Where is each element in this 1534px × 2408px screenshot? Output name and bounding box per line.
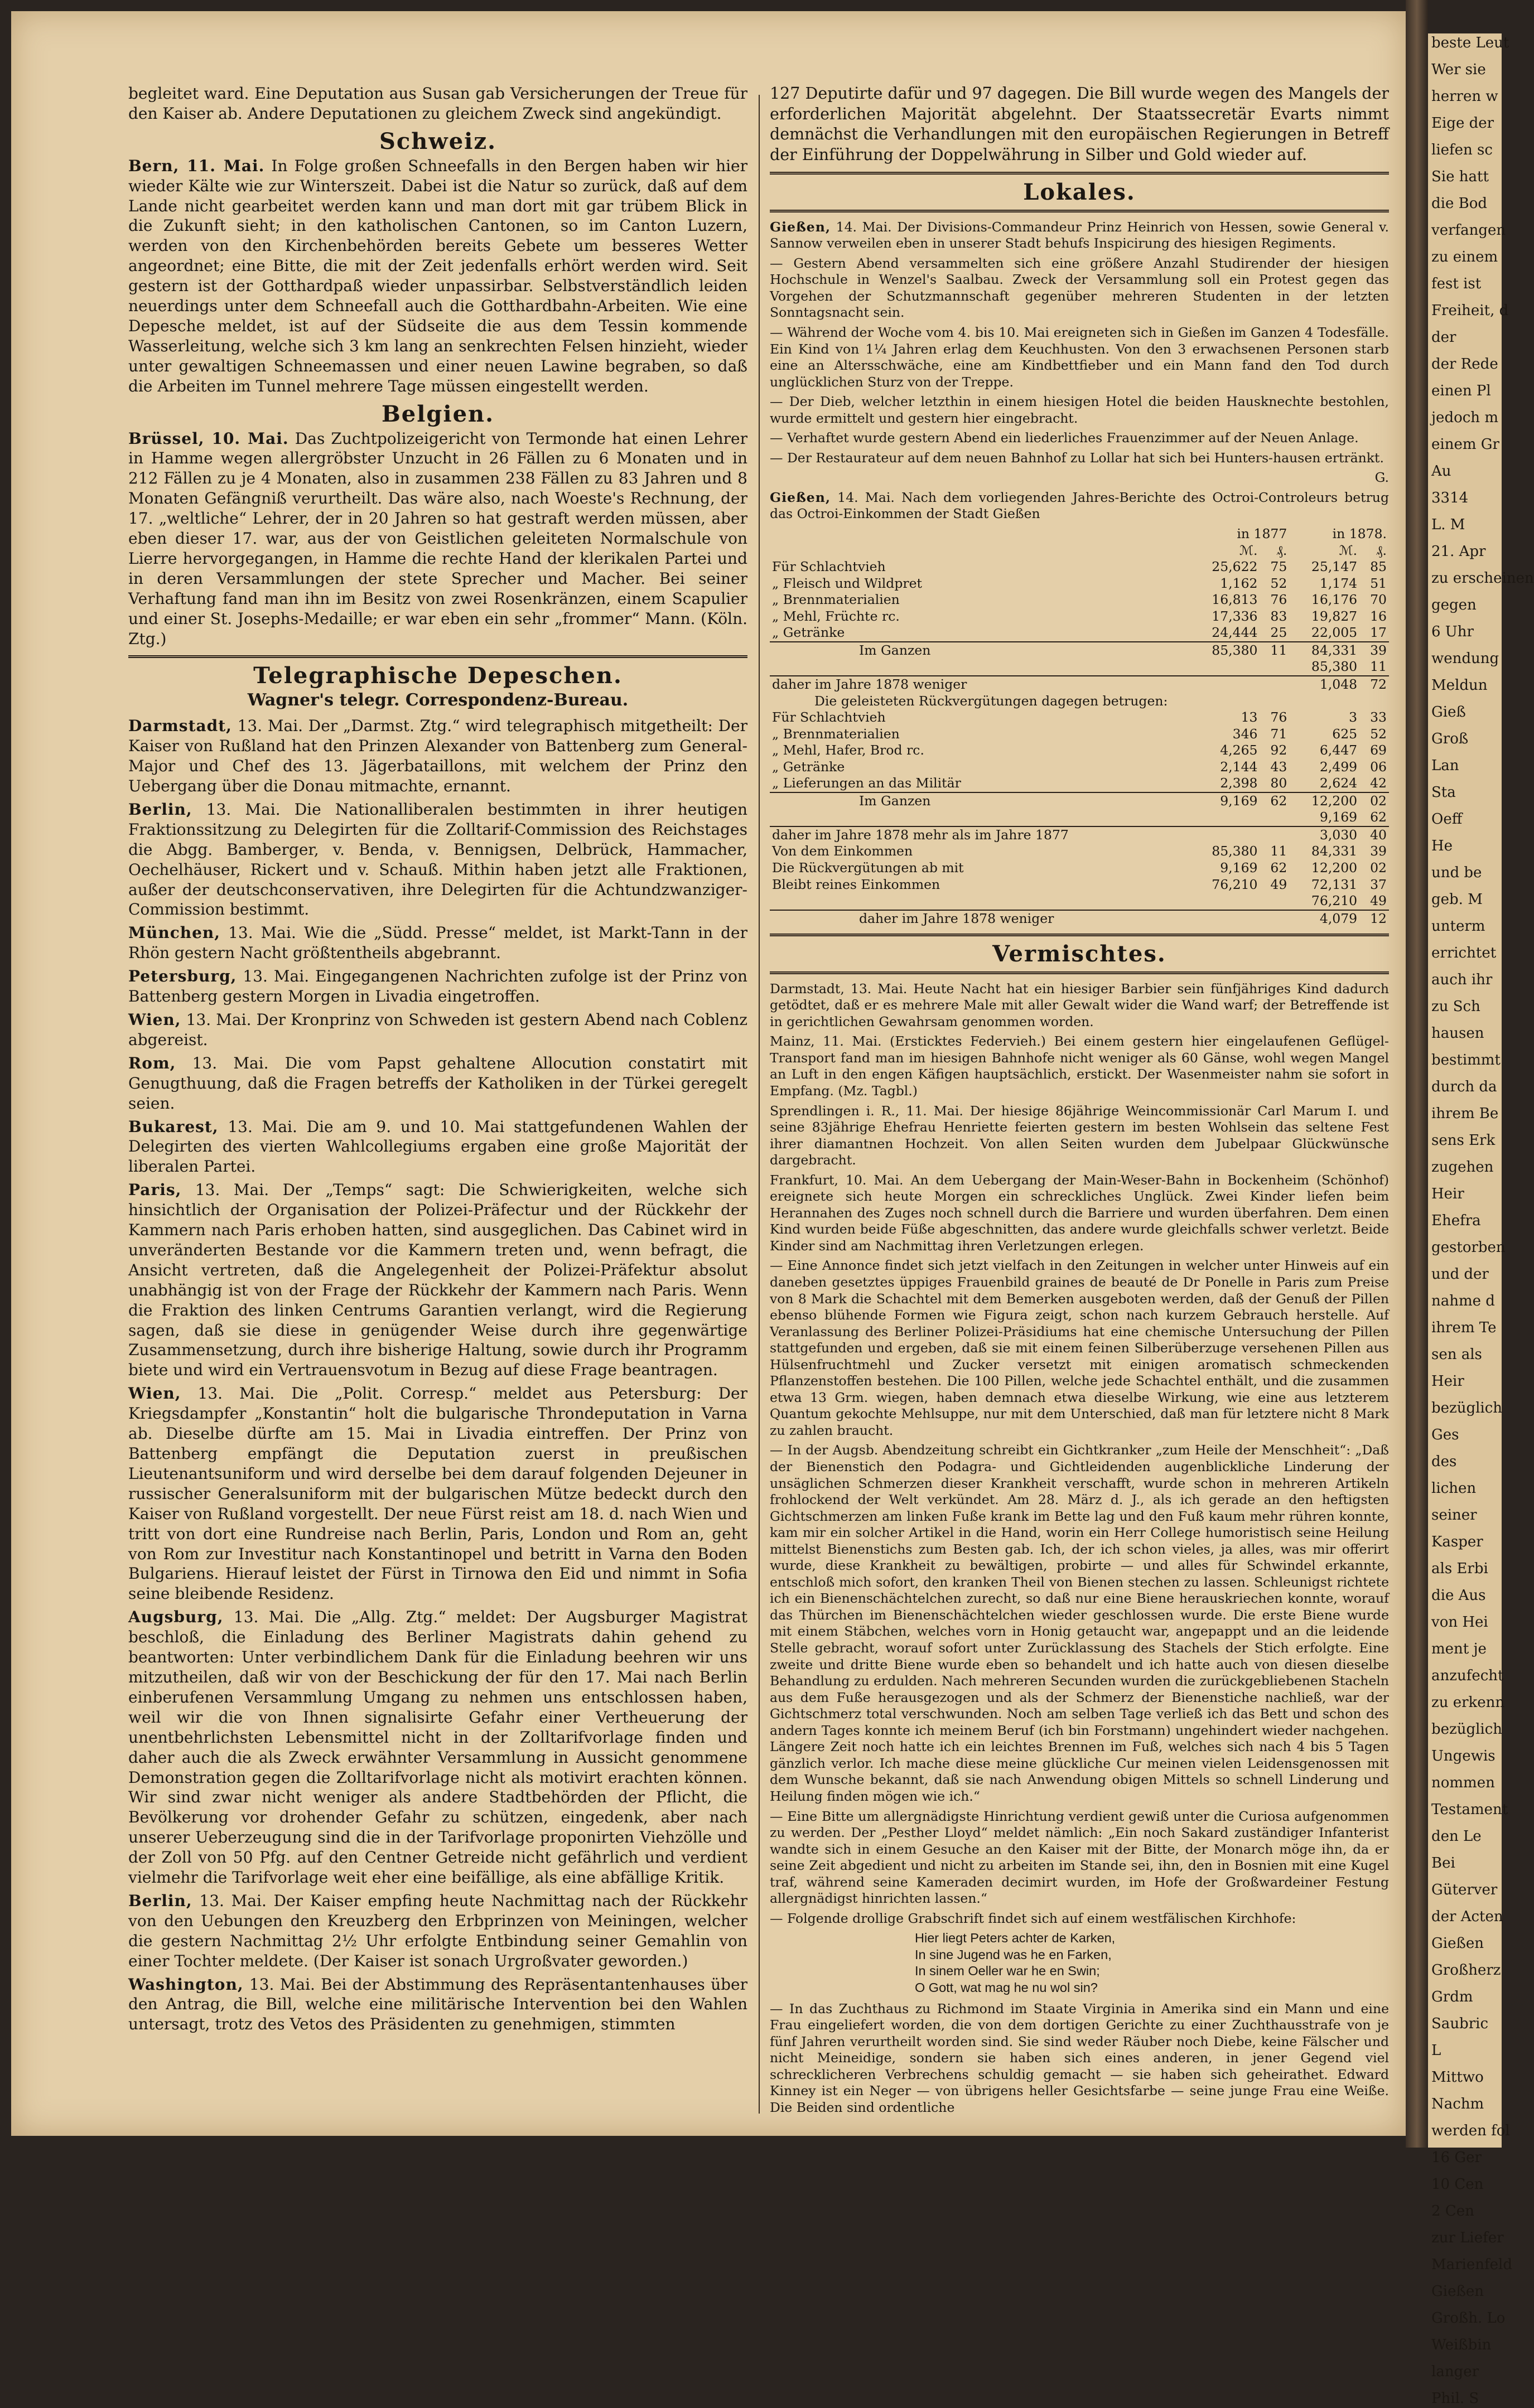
row-value: 06 [1370,758,1387,775]
adjacent-fragment: Ungewis [1431,1748,1496,1764]
section-heading-telegraph: Telegraphische Depeschen. [253,663,623,689]
adjacent-fragment: 6 Uhr [1431,623,1474,640]
adjacent-fragment: Eige der [1431,115,1494,132]
row-label: „ Brennmaterialien [772,726,900,742]
adjacent-fragment: 21. Apr [1431,543,1486,560]
section-rule [128,655,747,658]
telegraph-list [128,716,747,2034]
poem-line: In sine Jugend was he en Farken, [915,1947,1112,1962]
adjacent-fragment: Lan [1431,757,1459,774]
row-value: 6,447 [1319,742,1358,758]
row-value: 17,336 [1212,608,1258,624]
adjacent-fragment: die Bod [1431,195,1488,212]
column-divider [759,95,760,2114]
row-value: 51 [1370,575,1387,591]
dispatch-item [128,966,747,1007]
adjacent-fragment: des [1431,1453,1457,1470]
adjacent-fragment: ihrem Te [1431,1319,1497,1336]
adjacent-fragment: zu Sch [1431,998,1480,1015]
row-value: 1,174 [1319,575,1358,591]
local-note: — Der Dieb, welcher letzthin in einem hiesigen Hotel die beiden Hausknechte bestohlen, wurde ermittelt und gestern hier eingebracht. [770,394,1389,426]
adjacent-fragment: zu erscheinen [1431,570,1534,587]
row-value: 346 [1232,726,1258,742]
row-value: 75 [1270,559,1287,575]
miscellany-item: Frankfurt, 10. Mai. An dem Uebergang der Main-Weser-Bahn in Bockenheim (Schönhof) ereignete sich heute Morgen ein schreckliches Unglück. Zwei Kinder liefen beim Herannahen des Zuges noch schnell durch die Barriere und wurden überfahren. Dem einen Kind wurden beide Füße abgeschnitten, das andere wurde gleichfalls schwer verletzt. Beide Kinder sind am Nachmittag ihren Verletzungen erlegen. [770,1172,1389,1254]
local-note: — Verhaftet wurde gestern Abend ein liederliches Frauenzimmer auf der Neuen Anlage. [770,430,1359,446]
article-giessen-1: Gießen, 14. Mai. Der Divisions-Commandeur Prinz Heinrich von Hessen, sowie General v. Sannow verweilen eben in unserer Stadt behufs Inspicirung des hiesigen Regiments. [770,219,1389,252]
adjacent-fragment: zu einem [1431,249,1498,265]
row-value: 43 [1270,758,1287,775]
dispatch-item [128,716,747,796]
table-subheading-row: Die geleisteten Rückvergütungen dagegen betrugen: [814,693,1168,709]
adjacent-fragment: Sta [1431,784,1456,801]
row-value: 25,147 [1311,559,1358,575]
row-value: 13 [1241,709,1258,726]
dispatch-item [128,923,747,963]
adjacent-fragment: hausen [1431,1025,1484,1042]
epitaph-poem [915,1930,1389,1996]
table-row [770,759,1389,776]
adjacent-fragment: unterm [1431,918,1485,935]
table-row [770,742,1389,759]
adjacent-fragment: Testament [1431,1801,1508,1818]
adjacent-fragment: einen Pl [1431,383,1491,399]
row-value: 11 [1270,843,1287,859]
adjacent-fragment: Phil. S [1431,2390,1479,2407]
miscellany-item: — In der Augsb. Abendzeitung schreibt ein Gichtkranker „zum Heile der Menschheit“: „Daß der Bienenstich den Podagra- und Gichtleidenden augenblickliche Linderung der unsäglichen Schmerzen dieser Krankheit verschafft, wurde schon in mehreren Artikeln frohlockend der Welt verkündet. Am 28. März d. J., als ich gerade an den heftigsten Gichtschmerzen am linken Fuße krank im Bette lag und den Fuß kaum mehr rühren konnte, kam mir ein solcher Artikel in die Hand, worin ein Herr College humoristisch seine Heilung mittelst Bienenstichs zum Besten gab. Ich, der ich schon vieles, ja alles, was mir offerirt wurde, diese Krankheit zu bewältigen, probirte — und alles für Schwindel erkannte, entschloß mich sofort, den kranken Theil von Bienen stechen zu lassen. Schleunigst richtete ich ein Bienenschächtelchen zurecht, so daß nur eine Biene herauskriechen konnte, worauf das Thürchen im Bienenschächtelchen wieder geschlossen wurde. Die erste Biene wurde mit einem Stäbchen, welches vorn in Honig getaucht war, angepappt und an die leidende Stelle gebracht, worauf sofort unter Zurücklassung des Stachels der Stich erfolgte. Eine zweite und dritte Biene wurde eben so behandelt und ich hatte auch von diesen dieselbe Behandlung zu erdulden. Nach mehreren Secunden wurden die zurückgebliebenen Stacheln aus dem Fuße herausgezogen und als der Schmerz der Bienenstiche nachließ, war der Gichtschmerz total verschwunden. Noch am selben Tage verließ ich das Bett und schon des andern Tages konnte ich meinem Beruf (ich bin Forstmann) ungehindert wieder nachgehen. Längere Zeit noch hatte ich ein leichtes Brennen im Fuß, welches sich nach 4 bis 5 Tagen gänzlich verlor. Ich mache diese meine glückliche Cur meinen vielen Leidensgenossen mit dem Wunsche bekannt, daß sie nach Anwendung obigen Mittels so schnell Linderung und Heilung finden mögen wie ich.“ [770,1442,1389,1804]
row-value: 16,176 [1311,592,1358,608]
left-column [128,84,747,2038]
local-note: — Gestern Abend versammelten sich eine größere Anzahl Studirender der hiesigen Hochschule in Wenzel's Saalbau. Zweck der Versammlung soll ein Protest gegen das Vorgehen der Schutzmannschaft gegenüber mehreren Studenten in der letzten Sonntagsnacht sein. [770,255,1389,321]
adjacent-fragment: 16 Ger [1431,2149,1482,2166]
local-note: — Während der Woche vom 4. bis 10. Mai ereigneten sich in Gießen im Ganzen 4 Todesfälle. Ein Kind von 1¼ Jahren erlag dem Keuchhusten. Von den 3 erwachsenen Personen starb eine an Altersschwäche, eine am Kindbettfieber und ein Mann fand den Tod durch unglücklichen Sturz von der Treppe. [770,325,1389,390]
table-row [770,843,1389,860]
row-value: 92 [1270,742,1287,758]
adjacent-fragment: Ehefra [1431,1212,1481,1229]
dispatch-text: 13. Mai. Wie die „Südd. Presse“ meldet, ist Markt-Tann in der Rhön gestern Nacht größtentheils abgebrannt. [128,923,748,963]
adjacent-fragment: He [1431,838,1453,854]
table-row [770,608,1389,625]
adjacent-fragment: nommen [1431,1774,1495,1791]
adjacent-fragment: Wer sie [1431,61,1486,78]
table-row [770,726,1389,743]
intro-paragraph: begleitet ward. Eine Deputation aus Susan gab Versicherungen der Treue für den Kaiser ab. Andere Deputationen zu gleichem Zweck sind angekündigt. [128,84,747,123]
row-label: Die Rückvergütungen ab mit [772,859,964,876]
adjacent-fragment: Bei [1431,1855,1455,1872]
section-rule [770,210,1389,212]
adjacent-fragment: Ges [1431,1427,1459,1443]
miscellany-item: Sprendlingen i. R., 11. Mai. Der hiesige 86jährige Weincommissionär Carl Marum I. und seine 83jährige Ehefrau Henriette feierten gestern im besten Wohlsein das seltene Fest ihrer diamantnen Hochzeit. Von allen Seiten wurden dem Jubelpaar Glückwünsche dargebracht. [770,1103,1389,1168]
adjacent-fragment: 3314 [1431,490,1469,506]
dispatch-item [128,800,747,920]
adjacent-fragment: sens Erk [1431,1132,1496,1149]
row-value: 4,265 [1220,742,1258,758]
section-rule [770,934,1389,936]
dispatch-dateline: Paris, [128,1181,182,1200]
adjacent-fragment: Nachm [1431,2096,1484,2112]
section-rule [770,172,1389,175]
dispatch-text: 13. Mai. Der Kronprinz von Schweden ist gestern Abend nach Coblenz abgereist. [128,1010,747,1049]
adjacent-fragment: bezüglich [1431,1721,1503,1738]
washington-continued: 127 Deputirte dafür und 97 dagegen. Die Bill wurde wegen des Mangels der erforderlichen Majorität abgelehnt. Der Staatssecretär Evarts nimmt demnächst die Verhandlungen mit den europäischen Regierungen in Betreff der Einführung der Doppelwährung in Silber und Gold wieder auf. [770,84,1389,164]
adjacent-fragment: Großherz [1431,1962,1501,1979]
row-value: 85,380 [1212,843,1258,859]
dispatch-item [128,1053,747,1114]
adjacent-fragment: jedoch m [1431,409,1498,426]
adjacent-fragment: Gießen [1431,2283,1484,2300]
table-row-difference: daher im Jahre 1878 weniger 4,079 12 [770,910,1389,927]
dispatch-text: 13. Mai. Der „Temps“ sagt: Die Schwierigkeiten, welche sich hinsichtlich der Organisation der Polizei-Präfectur und der Rückkehr der Kammern nach Paris erhoben hatten, sind ausgeglichen. Das Cabinet wird in unveränderten Bestande vor die Kammern treten und, wenn befragt, die Ansicht vertreten, daß die Angelegenheit der Polizei-Präfektur absolut unabhängig ist von der Frage der Rückkehr der Kammern nach Paris. Wenn die Fraktion des linken Centrums Garantien verlangt, wird die Regierung sagen, daß sie diese in genügender Weise durch ihre gegenwärtige Zusammensetzung, durch ihre bisherige Haltung, sowie durch ihr Programm biete und wird ein Vertrauensvotum in Bezug auf diese Frage beantragen. [128,1181,747,1380]
article-bruessel: Brüssel, 10. Mai. Das Zuchtpolizeigericht von Termonde hat einen Lehrer in Hamme wegen allergröbster Unzucht in 26 Fällen zu 6 Monaten und in 212 Fällen zu je 4 Monaten, also in zusammen 238 Fällen zu 83 Jahren und 8 Monaten Gefängniß verurtheilt. Das wäre also, nach Woeste's Rechnung, der 17. „weltliche“ Lehrer, der in 20 Jahren so hat gestraft werden müssen, aber eben dieser 17. war, aus der von Geistlichen geleiteten Normalschule von Lierre hervorgegangen, in Hamme die rechte Hand der klerikalen Partei und in deren Versammlungen der stete Sprecher und Macher. Bei seiner Verhaftung fand man ihn im Besitz von zwei Rosenkränzen, einem Scapulier und einer St. Josephs-Medaille; er war eben ein sehr „frommer“ Mann. (Köln. Ztg.) [128,429,748,648]
adjacent-fragment: zugehen [1431,1159,1494,1176]
row-value: 72,131 [1311,876,1358,892]
row-value: 9,169 [1220,859,1258,876]
row-value: 69 [1370,742,1387,758]
adjacent-fragment: Weißbin [1431,2337,1492,2353]
dateline: Brüssel, 10. Mai. [128,429,289,448]
adjacent-fragment: einem Gr [1431,436,1499,453]
table-row: 76,210 49 [1311,893,1387,909]
dateline: Bern, 11. Mai. [128,156,265,175]
adjacent-fragment: werden fol [1431,2122,1510,2139]
row-value: 70 [1370,592,1387,608]
local-note: — Der Restaurateur auf dem neuen Bahnhof zu Lollar hat sich bei Hunters-hausen ertränkt. [770,449,1384,466]
adjacent-fragment: ihrem Be [1431,1105,1499,1122]
miscellany-item: — Folgende drollige Grabschrift findet sich auf einem westfälischen Kirchhofe: [770,1910,1296,1926]
dispatch-item [128,1010,747,1050]
adjacent-fragment: gestorben [1431,1239,1506,1256]
miscellany-item: Darmstadt, 13. Mai. Heute Nacht hat ein hiesiger Barbier sein fünfjähriges Kind dadurch getödtet, daß er es mehrere Male mit aller Gewalt wider die Wand warf; der Betreffende ist in gerichtlichen Gewahrsam genommen worden. [770,980,1389,1029]
article-giessen-2: Gießen, 14. Mai. Nach dem vorliegenden Jahres-Berichte des Octroi-Controleurs betrug das Octroi-Einkommen der Stadt Gießen [770,489,1389,522]
row-value: 16,813 [1212,592,1258,608]
adjacent-fragment: Oeff [1431,811,1463,828]
row-value: 85 [1370,559,1387,575]
row-label: „ Fleisch und Wildpret [772,575,922,591]
dispatch-dateline: Berlin, [128,800,192,819]
adjacent-fragment: 10 Cen [1431,2176,1484,2193]
signature: G. [1374,470,1389,486]
dispatch-dateline: Wien, [128,1384,181,1403]
adjacent-fragment: Marienfeld [1431,2256,1512,2273]
adjacent-fragment: Güterver [1431,1882,1498,1898]
poem-line: O Gott, wat mag he nu wol sin? [915,1980,1098,1995]
miscellany-item: Mainz, 11. Mai. (Ersticktes Federvieh.) Bei einem gestern hier eingelaufenen Geflügel-Transport fand man im hiesigen Bahnhofe nicht weniger als 60 Gänse, wohl wegen Mangel an Luft in den engen Käfigen hauptsächlich, erstickt. Der Wasenmeister nahm sie sofort in Empfang. (Mz. Tagbl.) [770,1033,1389,1099]
adjacent-fragment: von Hei [1431,1614,1488,1631]
row-value: 1,162 [1220,575,1258,591]
row-value: 22,005 [1311,625,1358,641]
row-value: 2,144 [1220,758,1258,775]
row-value: 12,200 [1311,859,1358,876]
adjacent-fragment: Mittwo [1431,2069,1484,2086]
article-bern: Bern, 11. Mai. In Folge großen Schneefalls in den Bergen haben wir hier wieder Kälte wie zur Winterszeit. Dabei ist die Natur so zurück, daß auf dem Lande nicht gearbeitet werden kann und man dort mit gar trübem Blick in die Zukunft sieht; in den katholischen Cantonen, so im Canton Luzern, werden von den Kirchenbehörden bereits Gebete um besseres Wetter angeordnet; eine Bitte, die mit der Zeit jedenfalls erhört werden wird. Seit gestern ist der Gotthardpaß wieder unpassirbar. Selbstverständlich leiden neuerdings unter dem Schneefall auch die Gotthardbahn-Arbeiten. Wie eine Depesche meldet, ist auf der Südseite die aus dem Tessin kommende Wasserleitung, welche sich 3 km lang an senkrechten Felsen hinzieht, wieder unter gewaltigen Schneemassen und einer neuen Lawine begraben, so daß die Arbeiten im Tunnel mehrere Tage müssen eingestellt werden. [128,156,748,395]
refund-rows [770,709,1389,792]
row-value: 16 [1370,608,1387,624]
adjacent-fragment: errichtet [1431,945,1497,961]
adjacent-fragment: Grdm [1431,1989,1473,2005]
dispatch-item [128,1607,747,1888]
adjacent-fragment: zu erkenn [1431,1694,1505,1711]
dispatch-text: 13. Mai. Die „Polit. Corresp.“ meldet aus Petersburg: Der Kriegsdampfer „Konstantin“ holt die bulgarische Throndeputation in Varna ab. Dieselbe dürfte am 15. Mai in Livadia eintreffen. Der Prinz von Battenberg empfängt die Deputation zuerst in preußischen Lieutenantsuniform und wird derselbe bei dem darauf folgenden Dejeuner in russischer Generalsuniform mit der bulgarischen Mütze bedeckt durch den Kaiser von Rußland vorgestellt. Der neue Fürst reist am 18. d. nach Wien und tritt von dort eine Rundreise nach Berlin, Paris, London und Rom an, geht von Rom zur Investitur nach Konstantinopel und betritt in Varna den Boden Bulgariens. Hierauf leistet der Fürst in Tirnowa den Eid und nimmt in Sofia seine bleibende Residenz. [128,1384,748,1603]
dispatch-text: 13. Mai. Der „Darmst. Ztg.“ wird telegraphisch mitgetheilt: Der Kaiser von Rußland hat den Prinzen Alexander von Battenberg zum General-Major und Chef des 13. Jägerbataillons, mit welchem der Prinz den Uebergang über die Donau mitmachte, ernannt. [128,717,747,795]
table-row-difference: daher im Jahre 1878 weniger 1,048 72 [770,676,1389,693]
adjacent-fragment: Heir [1431,1373,1464,1390]
section-heading-lokales: Lokales. [1023,179,1136,206]
row-value: 62 [1270,859,1287,876]
dispatch-item [128,1117,747,1177]
row-value: 52 [1270,575,1287,591]
dispatch-text: 13. Mai. Die Nationalliberalen bestimmten in ihrer heutigen Fraktionssitzung zu Delegirten für die Zolltarif-Commission des Reichstages die Abgg. Bamberger, v. Benda, v. Bennigsen, Delbrück, Hammacher, Oechelhäuser, Rickert und v. Schauß. Mithin haben jetzt alle Fraktionen, außer der deutschconservativen, ihre Delegirten für die Achtundzwanziger-Commission bestimmt. [128,800,747,919]
row-value: 2,499 [1319,758,1358,775]
dispatch-dateline: München, [128,923,221,942]
table-row [770,709,1389,726]
adjacent-fragment: anzufecht [1431,1667,1504,1684]
adjacent-fragment: bezüglich [1431,1400,1503,1416]
source-citation: (Köln. Ztg.) [128,609,748,648]
adjacent-fragment: zur Liefer [1431,2230,1504,2246]
row-value: 71 [1270,726,1287,742]
dispatch-text: 13. Mai. Eingegangenen Nachrichten zufolge ist der Prinz von Battenberg gestern Morgen in Livadia eingetroffen. [128,967,748,1006]
row-value: 76,210 [1212,876,1258,892]
table-row [770,625,1389,642]
adjacent-fragment: lichen [1431,1480,1477,1497]
dispatch-item [128,1975,747,2035]
adjacent-fragment: bestimmt [1431,1052,1501,1068]
adjacent-fragment: Au [1431,463,1451,480]
row-label: Bleibt reines Einkommen [772,876,940,892]
adjacent-fragment: verfangen [1431,222,1506,239]
dispatch-dateline: Berlin, [128,1891,192,1910]
adjacent-fragment: und be [1431,864,1482,881]
adjacent-fragment: sen als [1431,1346,1482,1363]
row-label: „ Lieferungen an das Militär [772,775,961,791]
adjacent-fragment: Groß [1431,731,1469,747]
dispatch-dateline: Bukarest, [128,1117,219,1136]
table-row-total: Im Ganzen 9,169 62 12,200 02 [770,792,1389,810]
adjacent-fragment: fest ist [1431,275,1482,292]
row-value: 37 [1370,876,1387,892]
adjacent-fragment: Gieß [1431,704,1466,721]
miscellany-list [770,981,1389,1927]
adjacent-fragment: Großh. Lo [1431,2310,1506,2327]
row-label: Für Schlachtvieh [772,559,886,575]
table-row [770,877,1389,893]
table-row [770,775,1389,792]
row-label: Für Schlachtvieh [772,709,886,726]
row-value: 17 [1370,625,1387,641]
adjacent-fragment: Meldun [1431,677,1488,694]
octroi-table [770,526,1389,927]
adjacent-fragment: Kasper [1431,1534,1483,1550]
adjacent-fragment: den Le [1431,1828,1482,1845]
adjacent-fragment: 2 Cen [1431,2203,1474,2220]
dispatch-dateline: Rom, [128,1053,176,1072]
dispatch-dateline: Washington, [128,1975,244,1994]
section-heading-schweiz: Schweiz. [379,128,497,154]
poem-line: Hier liegt Peters achter de Karken, [915,1931,1116,1946]
adjacent-fragment: seiner [1431,1507,1477,1524]
row-value: 25,622 [1212,559,1258,575]
adjacent-page-edge [1428,33,1534,2407]
newspaper-page [11,11,1406,2136]
adjacent-fragment: L. M [1431,516,1465,533]
row-value: 76 [1270,592,1287,608]
article-richmond: — In das Zuchthaus zu Richmond im Staate Virginia in Amerika sind ein Mann und eine Frau eingeliefert worden, die von dem dortigen Gerichte zu einer Zuchthausstrafe von je fünf Jahren verurtheilt worden sind. Sie sind weder Räuber noch Diebe, keine Fälscher und nicht Meineidige, sondern sie haben sich eines anderen, in jener Gegend viel schrecklicheren Verbrechens schuldig gemacht — sie haben sich geheirathet. Edward Kinney ist ein Neger — von übrigens heller Gesichtsfarbe — seine junge Frau eine Weiße. Die Beiden sind ordentliche [770,2000,1389,2115]
row-value: 24,444 [1212,625,1258,641]
row-value: 76 [1270,709,1287,726]
adjacent-fragment: die Aus [1431,1587,1486,1604]
adjacent-fragment: herren w [1431,88,1498,105]
dispatch-dateline: Petersburg, [128,967,237,986]
adjacent-fragment: Heir [1431,1186,1464,1202]
adjacent-fragment: auch ihr [1431,971,1493,988]
table-row: 9,169 62 [1319,809,1387,825]
adjacent-fragment: der [1431,329,1456,346]
row-value: 2,398 [1220,775,1258,791]
adjacent-fragment: nahme d [1431,1293,1495,1309]
page-gutter [1406,0,1428,2148]
table-row-difference: daher im Jahre 1878 mehr als im Jahre 1877 3,030 40 [770,826,1389,844]
row-value: 49 [1270,876,1287,892]
adjacent-fragment: Sie hatt [1431,168,1489,185]
local-notes [770,255,1389,467]
adjacent-fragment: geb. M [1431,891,1483,908]
adjacent-fragment: ment je [1431,1641,1487,1657]
adjacent-fragment: als Erbi [1431,1560,1488,1577]
section-rule [770,971,1389,974]
income-rows [770,559,1389,642]
table-row [770,592,1389,608]
adjacent-fragment: durch da [1431,1079,1497,1095]
right-column [770,84,1389,2119]
dispatch-item [128,1384,747,1604]
table-row-total: Im Ganzen 85,380 11 84,331 39 [770,642,1389,659]
table-currency-row: ℳ. ₰. ℳ. ₰. [1239,542,1387,558]
row-value: 42 [1370,775,1387,791]
poem-line: In sinem Oeller war he en Swin; [915,1964,1100,1979]
adjacent-fragment: langer [1431,2363,1479,2380]
row-value: 3 [1349,709,1358,726]
table-row [770,576,1389,592]
dispatch-text: 13. Mai. Die am 9. und 10. Mai stattgefundenen Wahlen der Delegirten des vierten Wahlcollegiums ergaben eine große Majorität der liberalen Partei. [128,1117,748,1176]
table-row [770,559,1389,576]
miscellany-item: — Eine Annonce findet sich jetzt vielfach in den Zeitungen in welcher unter Hinweis auf ein daneben gesetztes üppiges Frauenbild graines de beauté de Dr Ponelle in Paris zum Preise von 8 Mark die Schachtel mit dem Bemerken ausgeboten werden, daß der Genuß der Pillen ebenso blühende Formen wie Figura zeigt, schon nach kurzem Gebrauch herstelle. Auf Veranlassung des Berliner Polizei-Präsidiums hat eine chemische Untersuchung der Pillen stattgefunden und ergeben, daß sie mit einem feinen Silberüberzuge versehenen Pillen aus Hülsenfruchtmehl und Zucker versetzt mit einigen aromatisch schmeckenden Pflanzenstoffen bestehen. Die 100 Pillen, welche jede Schachtel enthält, und die zusammen etwa 13 Grm. wiegen, haben demnach etwa dieselbe Wirkung, wie eine aus letzterem Quantum gekochte Mehlsuppe, nur mit dem Unterschied, daß man für letztere nicht 8 Mark zu zahlen braucht. [770,1258,1389,1438]
adjacent-fragment: liefen sc [1431,142,1493,158]
adjacent-fragment: Freiheit, d [1431,302,1509,319]
row-value: 25 [1270,625,1287,641]
row-value: 625 [1332,726,1358,742]
adjacent-fragment: Saubric [1431,2015,1489,2032]
dispatch-text: 13. Mai. Die „Allg. Ztg.“ meldet: Der Augsburger Magistrat beschloß, die Einladung des Berliner Magistrats dahin gehend zu beantworten: Unter verbindlichem Dank für die Einladung beehren wir uns mitzutheilen, daß wir von der Beschickung der für den 17. Mai nach Berlin einberufenen Versammlung Umgang zu nehmen uns entschlossen haben, weil wir die von Ihnen signalisirte Gefahr einer Vertheuerung der unentbehrlichsten Lebensmittel nicht in der Zolltarifvorlage finden und daher auch die als Zweck erwähnter Versammlung in Aussicht genommene Demonstration gegen die Zolltarifvorlage nicht als motivirt erachten können. Wir sind zwar nicht weniger als andere Stadtbehörden der Pflicht, die Bevölkerung vor drohender Gefahr zu schützen, eingedenk, aber nach unserer Ueberzeugung sind die in der Tarifvorlage proponirten Viehzölle und der Zoll von 50 Pfg. auf den Centner Getreide nicht gefährlich und verdient vielmehr die Tarifvorlage weit eher eine beifällige, als eine abfällige Kritik. [128,1608,747,1887]
dispatch-dateline: Darmstadt, [128,717,232,736]
row-label: „ Mehl, Früchte rc. [772,608,900,624]
row-value: 2,624 [1319,775,1358,791]
table-header-row: in 1877 in 1878. [1237,526,1387,542]
row-label: „ Getränke [772,758,845,775]
adjacent-fragment: L [1431,2042,1441,2059]
telegraph-bureau: Wagner's telegr. Correspondenz-Bureau. [247,690,629,710]
row-label: „ Mehl, Hafer, Brod rc. [772,742,924,758]
row-value: 80 [1270,775,1287,791]
row-value: 52 [1370,726,1387,742]
dispatch-text: 13. Mai. Bei der Abstimmung des Repräsentantenhauses über den Antrag, die Bill, welche eine militärische Intervention bei den Wahlen untersagt, trotz des Vetos des Präsidenten zu genehmigen, stimmten [128,1975,747,2034]
row-label: Von dem Einkommen [772,843,913,859]
net-rows [770,843,1389,893]
dispatch-text: 13. Mai. Die vom Papst gehaltene Allocution constatirt mit Genugthuung, daß die Fragen betreffs der Katholiken in der Türkei geregelt seien. [128,1053,747,1113]
row-value: 84,331 [1311,843,1358,859]
adjacent-fragment: beste Leut [1431,35,1509,51]
row-value: 39 [1370,843,1387,859]
dispatch-text: 13. Mai. Der Kaiser empfing heute Nachmittag nach der Rückkehr von den Uebungen den Kreuzberg den Erbprinzen von Meiningen, welcher die gestern Nachmittag 2½ Uhr erfolgte Entbindung seiner Gemahlin von einer Tochter meldete. (Der Kaiser ist sonach Urgroßvater geworden.) [128,1891,747,1970]
adjacent-fragment: der Acten [1431,1908,1503,1925]
table-row: 85,380 11 [1311,659,1387,675]
section-heading-belgien: Belgien. [381,400,495,427]
adjacent-fragment: und der [1431,1266,1489,1283]
dispatch-dateline: Augsburg, [128,1608,224,1627]
adjacent-fragment: wendung [1431,650,1499,667]
row-value: 19,827 [1311,608,1358,624]
adjacent-fragment: Gießen [1431,1935,1484,1952]
row-value: 02 [1370,859,1387,876]
row-label: „ Brennmaterialien [772,592,900,608]
row-value: 83 [1270,608,1287,624]
adjacent-fragment: der Rede [1431,356,1498,373]
dispatch-item [128,1180,747,1380]
adjacent-fragment: gegen [1431,597,1477,613]
dispatch-item [128,1891,747,1971]
row-label: „ Getränke [772,625,845,641]
row-value: 33 [1370,709,1387,726]
section-heading-vermischtes: Vermischtes. [992,941,1166,968]
miscellany-item: — Eine Bitte um allergnädigste Hinrichtung verdient gewiß unter die Curiosa aufgenommen zu werden. Der „Pesther Lloyd“ meldet nämlich: „Ein noch Sakard zuständiger Infanterist wandte sich in einem Gesuche an den Kaiser mit der Bitte, der Monarch möge ihn, da er seine Zeit abgedient und nicht zu arbeiten im Stande sei, ihn, den in Bosnien mit eine Kugel traf, während seine Kameraden decimirt wurden, im Hofe der Großwardeiner Festung allergnädigst hinrichten lassen.“ [770,1808,1389,1907]
dispatch-dateline: Wien, [128,1010,181,1029]
table-row [770,860,1389,877]
